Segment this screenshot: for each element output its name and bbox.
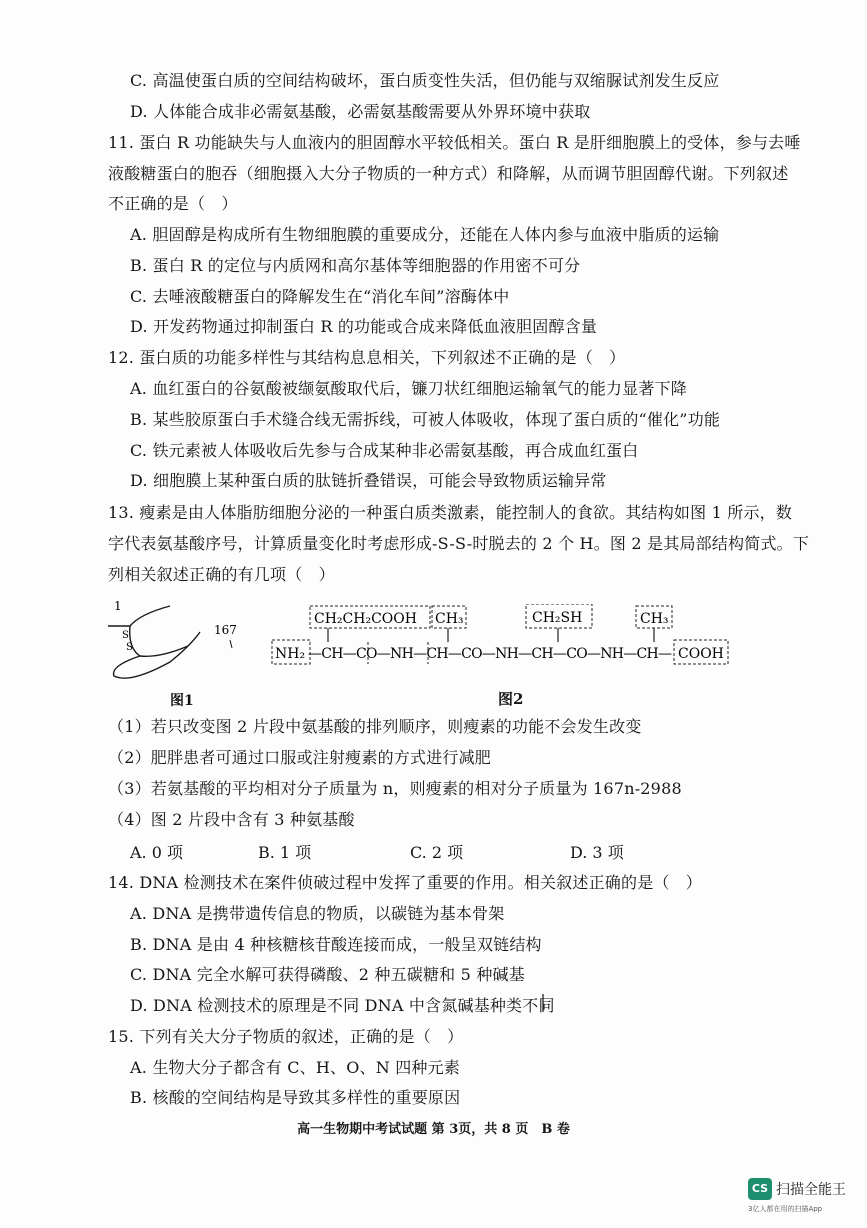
camscanner-logo-icon: CS	[748, 1178, 772, 1200]
figure-1-label: 图1	[170, 693, 194, 709]
q14-stem: 14. DNA 检测技术在案件侦破过程中发挥了重要的作用。相关叙述正确的是（ ）	[108, 873, 703, 892]
q14-option-b: B. DNA 是由 4 种核糖核苷酸连接而成，一般呈双链结构	[130, 935, 542, 954]
fig1-end-number: 167	[214, 623, 237, 637]
q12-stem: 12. 蛋白质的功能多样性与其结构息息相关，下列叙述不正确的是（ ）	[108, 348, 626, 367]
q12-option-b: B. 某些胶原蛋白手术缝合线无需拆线，可被人体吸收，体现了蛋白质的“催化”功能	[130, 410, 721, 429]
q11-option-a: A. 胆固醇是构成所有生物细胞膜的重要成分，还能在人体内参与血液中脂质的运输	[130, 225, 720, 244]
q13-statement-1: （1）若只改变图 2 片段中氨基酸的排列顺序，则瘦素的功能不会发生改变	[108, 717, 642, 736]
q14-option-a: A. DNA 是携带遗传信息的物质，以碳链为基本骨架	[130, 904, 505, 923]
figure-1-diagram	[100, 596, 260, 686]
q10-option-d: D. 人体能合成非必需氨基酸，必需氨基酸需要从外界环境中获取	[130, 102, 591, 121]
fig2-r-group-3: CH₂SH	[532, 610, 583, 626]
fig2-backbone: —CH—CO—NH—CH—CO—NH—CH—CO—NH—CH—	[308, 646, 672, 662]
q12-option-d: D. 细胞膜上某种蛋白质的肽链折叠错误，可能会导致物质运输异常	[130, 471, 607, 490]
q11-stem-1: 11. 蛋白 R 功能缺失与人血液内的胆固醇水平较低相关。蛋白 R 是肝细胞膜上的受体，参与去唾	[108, 133, 801, 152]
q13-stem-2: 字代表氨基酸序号，计算质量变化时考虑形成-S-S-时脱去的 2 个 H。图 2 是其局部结构简式。下	[108, 534, 810, 553]
q13-choice-d: D. 3 项	[570, 843, 624, 862]
q14-option-c: C. DNA 完全水解可获得磷酸、2 种五碳糖和 5 种碱基	[130, 965, 525, 984]
fig1-start-number: 1	[114, 599, 122, 613]
fig1-chain-inner	[140, 646, 188, 656]
figure-2-label: 图2	[498, 690, 524, 708]
q15-option-a: A. 生物大分子都含有 C、H、O、N 四种元素	[130, 1058, 461, 1077]
camscanner-watermark-tagline: 3亿人都在用的扫描App	[748, 1205, 823, 1213]
q11-option-b: B. 蛋白 R 的定位与内质网和高尔基体等细胞器的作用密不可分	[130, 256, 581, 275]
q11-option-d: D. 开发药物通过抑制蛋白 R 的功能或合成来降低血液胆固醇含量	[130, 317, 598, 336]
q11-stem-3: 不正确的是（ ）	[108, 194, 238, 213]
q13-stem-1: 13. 瘦素是由人体脂肪细胞分泌的一种蛋白质类激素，能控制人的食欲。其结构如图 1 所示，数	[108, 503, 793, 522]
fig2-r-group-2: CH₃	[435, 611, 464, 627]
pen-stroke-mark	[540, 992, 546, 1014]
fig2-carboxyl-group: COOH	[678, 646, 724, 662]
q11-option-c: C. 去唾液酸糖蛋白的降解发生在“消化车间”溶酶体中	[130, 287, 510, 306]
q13-statement-2: （2）肥胖患者可通过口服或注射瘦素的方式进行减肥	[108, 748, 491, 767]
page-footer: 高一生物期中考试试题 第 3页，共 8 页 B 卷	[297, 1122, 570, 1137]
q13-choice-a: A. 0 项	[130, 843, 183, 862]
fig2-r-group-1: CH₂CH₂COOH	[314, 611, 417, 627]
fig1-sulfur-2: S	[126, 642, 133, 653]
q14-option-d: D. DNA 检测技术的原理是不同 DNA 中含氮碱基种类不同	[130, 996, 555, 1015]
q13-statement-3: （3）若氨基酸的平均相对分子质量为 n，则瘦素的相对分子质量为 167n-2988	[108, 779, 682, 798]
q10-option-c: C. 高温使蛋白质的空间结构破坏，蛋白质变性失活，但仍能与双缩脲试剂发生反应	[130, 71, 720, 90]
figure-2-structure	[270, 604, 740, 674]
q15-stem: 15. 下列有关大分子物质的叙述，正确的是（ ）	[108, 1027, 464, 1046]
q13-choice-c: C. 2 项	[410, 843, 464, 862]
q15-option-b: B. 核酸的空间结构是导致其多样性的重要原因	[130, 1088, 461, 1107]
fig2-amino-group: NH₂	[275, 646, 306, 662]
q13-stem-3: 列相关叙述正确的有几项（ ）	[108, 565, 335, 584]
camscanner-watermark-name: 扫描全能王	[776, 1182, 846, 1198]
fig1-sulfur-1: S	[122, 630, 129, 641]
q12-option-a: A. 血红蛋白的谷氨酸被缬氨酸取代后，镰刀状红细胞运输氧气的能力显著下降	[130, 379, 687, 398]
fig2-r-group-4: CH₃	[640, 611, 669, 627]
q13-statement-4: （4）图 2 片段中含有 3 种氨基酸	[108, 810, 355, 829]
q11-stem-2: 液酸糖蛋白的胞吞（细胞摄入大分子物质的一种方式）和降解，从而调节胆固醇代谢。下列叙述	[108, 164, 789, 183]
q12-option-c: C. 铁元素被人体吸收后先参与合成某种非必需氨基酸，再合成血红蛋白	[130, 441, 639, 460]
fig1-chain-top	[130, 606, 170, 626]
fig1-tick-mark	[230, 640, 232, 648]
q13-choice-b: B. 1 项	[258, 843, 312, 862]
